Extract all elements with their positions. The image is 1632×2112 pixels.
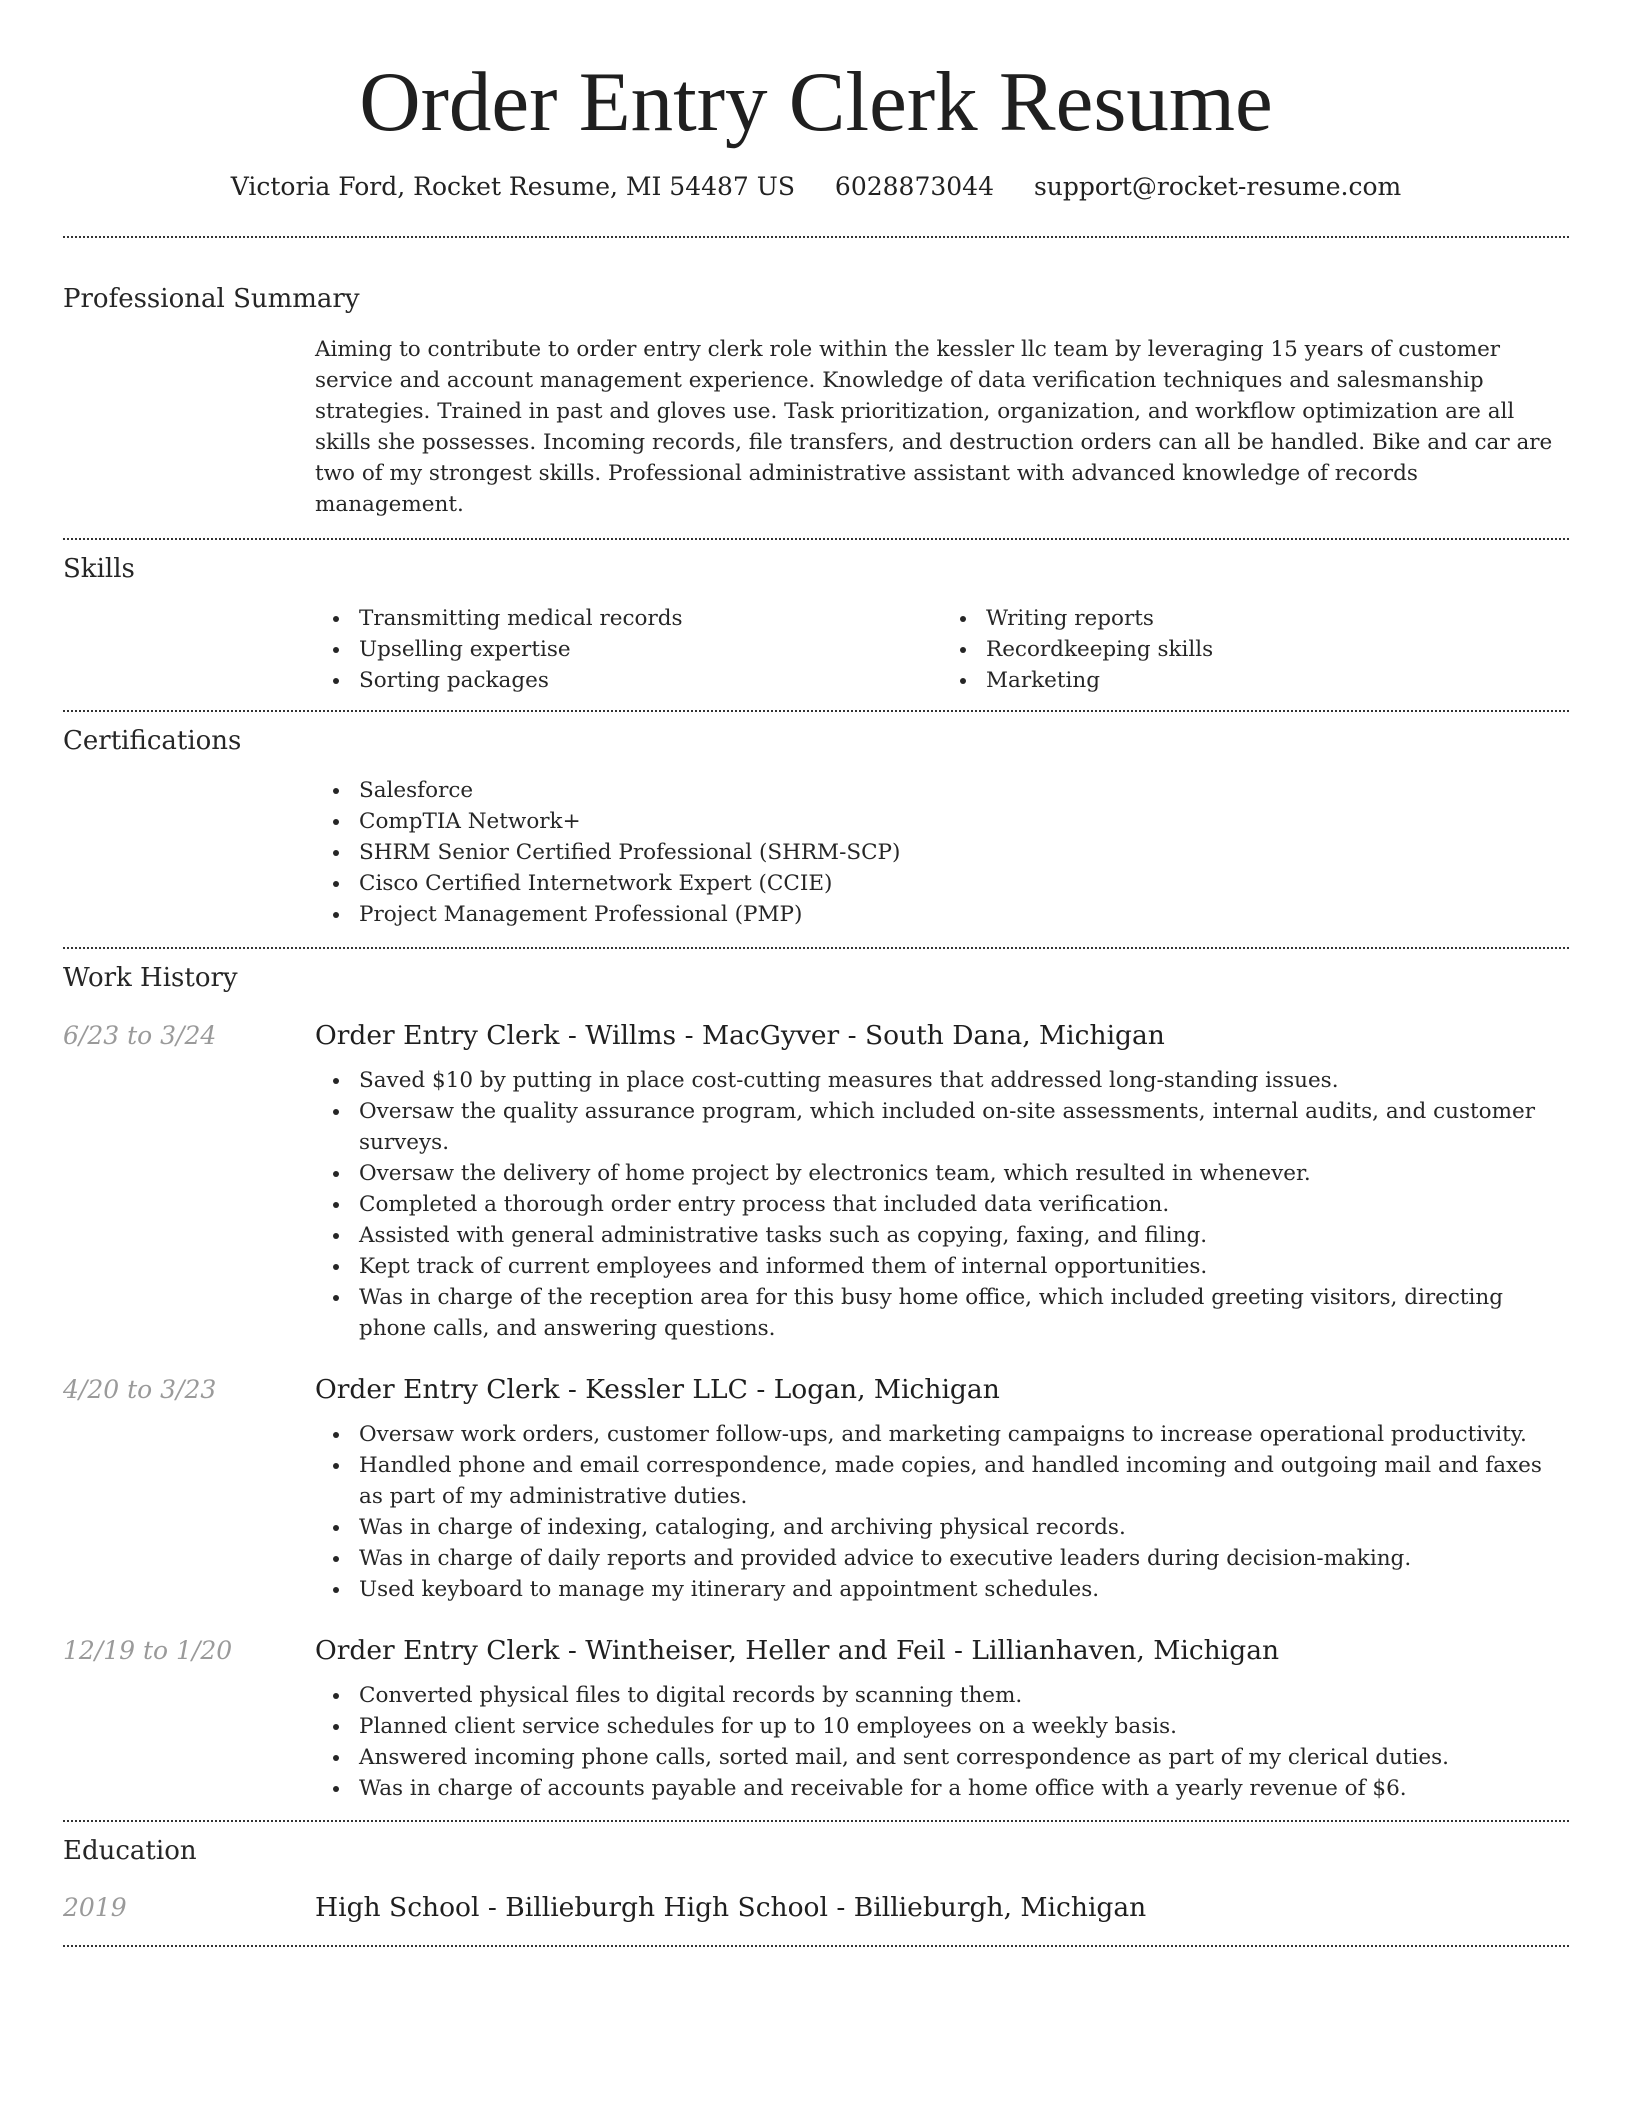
divider [63, 710, 1569, 712]
job-bullet: Handled phone and email correspondence, made copies, and handled incoming and outgoing mail and faxes as part of my administrative duties. [359, 1450, 1569, 1512]
certification-item: CompTIA Network+ [359, 806, 1569, 837]
education-heading: Education [63, 1836, 197, 1866]
skills-column-left [315, 603, 942, 696]
job-bullet: Converted physical files to digital records by scanning them. [359, 1680, 1569, 1711]
job-bullet: Planned client service schedules for up to 10 employees on a weekly basis. [359, 1711, 1569, 1742]
divider [63, 1945, 1569, 1947]
job-bullet: Saved $10 by putting in place cost-cutting measures that addressed long-standing issues. [359, 1065, 1569, 1096]
job-entry [63, 1019, 1569, 1344]
job-bullet: Assisted with general administrative tasks such as copying, faxing, and filing. [359, 1220, 1569, 1251]
job-bullet: Was in charge of indexing, cataloging, and archiving physical records. [359, 1512, 1569, 1543]
work-history-section [63, 961, 1569, 1804]
divider [63, 538, 1569, 540]
education-section [63, 1834, 1569, 1925]
divider [63, 1820, 1569, 1822]
job-bullet: Answered incoming phone calls, sorted mail, and sent correspondence as part of my clerical duties. [359, 1742, 1569, 1773]
skill-item: Marketing [986, 665, 1569, 696]
certifications-list [315, 775, 1569, 930]
certifications-heading: Certifications [63, 726, 242, 756]
skill-item: Recordkeeping skills [986, 634, 1569, 665]
summary-section [63, 282, 1569, 520]
summary-body [315, 334, 1569, 520]
work-history-heading: Work History [63, 963, 238, 993]
job-dates: 6/23 to 3/24 [63, 1021, 217, 1050]
contact-phone: 6028873044 [834, 172, 994, 201]
skill-item: Sorting packages [359, 665, 942, 696]
skill-item: Upselling expertise [359, 634, 942, 665]
job-title: Order Entry Clerk - Willms - MacGyver - South Dana, Michigan [315, 1020, 1165, 1051]
resume-title: Order Entry Clerk Resume [359, 55, 1273, 149]
job-bullet: Kept track of current employees and informed them of internal opportunities. [359, 1251, 1569, 1282]
job-bullet: Oversaw the delivery of home project by electronics team, which resulted in whenever. [359, 1158, 1569, 1189]
certification-item: Salesforce [359, 775, 1569, 806]
job-bullet: Oversaw the quality assurance program, which included on-site assessments, internal audits, and customer surveys. [359, 1096, 1569, 1158]
job-bullet: Completed a thorough order entry process that included data verification. [359, 1189, 1569, 1220]
job-entry [63, 1373, 1569, 1605]
contact-email: support@rocket-resume.com [1033, 172, 1402, 201]
certifications-section [63, 724, 1569, 930]
job-dates: 12/19 to 1/20 [63, 1636, 233, 1665]
job-bullet: Used keyboard to manage my itinerary and appointment schedules. [359, 1574, 1569, 1605]
job-title: Order Entry Clerk - Wintheiser, Heller and Feil - Lillianhaven, Michigan [315, 1635, 1280, 1666]
summary-heading: Professional Summary [63, 284, 360, 314]
skills-heading: Skills [63, 554, 135, 584]
skills-section [63, 552, 1569, 696]
job-entry [63, 1634, 1569, 1804]
certification-item: SHRM Senior Certified Professional (SHRM-SCP) [359, 837, 1569, 868]
divider [63, 236, 1569, 238]
job-bullet: Was in charge of accounts payable and receivable for a home office with a yearly revenue of $6. [359, 1773, 1569, 1804]
job-bullet: Was in charge of daily reports and provided advice to executive leaders during decision-making. [359, 1543, 1569, 1574]
divider [63, 947, 1569, 949]
skill-item: Writing reports [986, 603, 1569, 634]
skills-column-right [942, 603, 1569, 696]
contact-line [63, 170, 1569, 204]
resume-page [63, 0, 1569, 1947]
job-title: Order Entry Clerk - Kessler LLC - Logan, Michigan [315, 1374, 1000, 1405]
skills-list [315, 603, 1569, 696]
certification-item: Project Management Professional (PMP) [359, 899, 1569, 930]
job-bullet: Oversaw work orders, customer follow-ups, and marketing campaigns to increase operational productivity. [359, 1419, 1569, 1450]
contact-address: Victoria Ford, Rocket Resume, MI 54487 US [230, 172, 795, 201]
education-year: 2019 [63, 1893, 127, 1922]
education-degree: High School - Billieburgh High School - Billieburgh, Michigan [315, 1892, 1147, 1923]
certification-item: Cisco Certified Internetwork Expert (CCIE) [359, 868, 1569, 899]
summary-text: Aiming to contribute to order entry clerk role within the kessler llc team by leveraging 15 years of customer service and account management experience. Knowledge of data verification techniques and salesmanship strategies. Trained in past and gloves use. Task prioritization, organization, and workflow optimization are all skills she possesses. Incoming records, file transfers, and destruction orders can all be handled. Bike and car are two of my strongest skills. Professional administrative assistant with advanced knowledge of records management. [315, 337, 1553, 517]
job-dates: 4/20 to 3/23 [63, 1375, 217, 1404]
job-bullet: Was in charge of the reception area for this busy home office, which included greeting visitors, directing phone calls, and answering questions. [359, 1282, 1569, 1344]
skill-item: Transmitting medical records [359, 603, 942, 634]
education-entry [63, 1891, 1569, 1925]
